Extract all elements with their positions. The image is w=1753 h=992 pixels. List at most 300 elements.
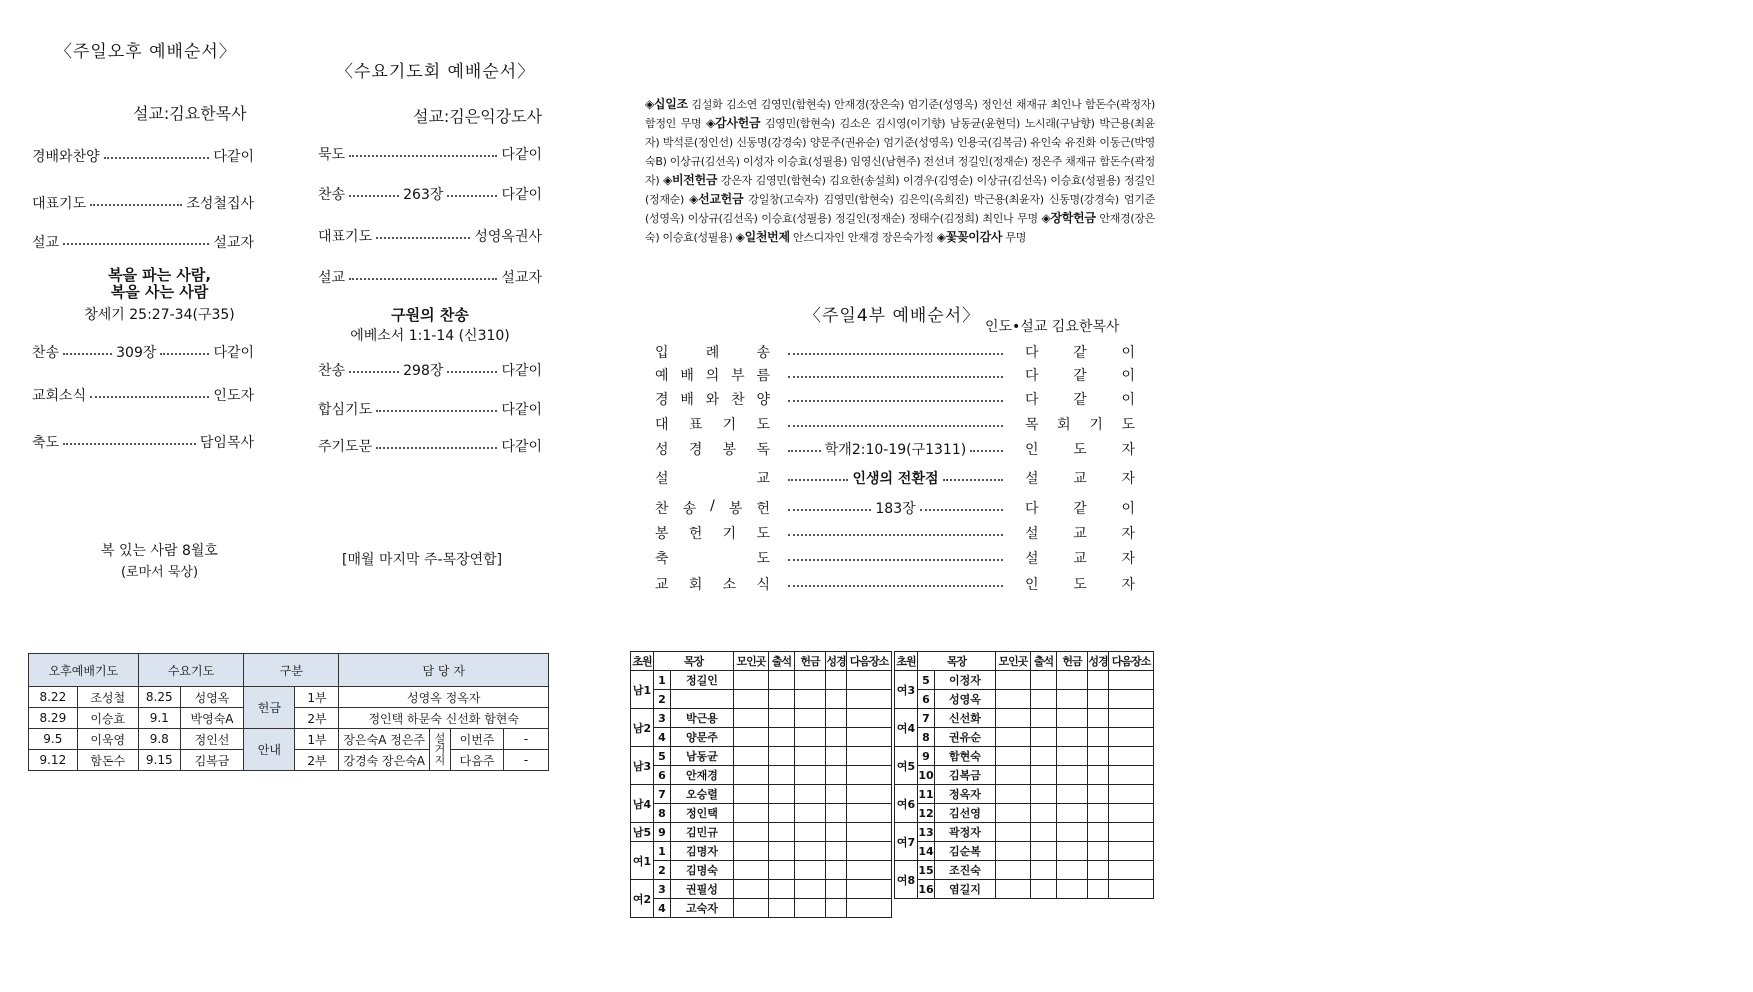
header-cell: 구분 [244, 654, 339, 687]
order-value: 담임목사 [199, 435, 254, 451]
entry-cell [1057, 766, 1088, 785]
table-header-row [895, 652, 1154, 671]
table-row [895, 842, 1154, 861]
table-row [631, 671, 892, 690]
entry-cell [1109, 842, 1154, 861]
order-item [318, 436, 542, 456]
order-label: 축도 [32, 435, 60, 451]
order-label: 찬송 [318, 187, 346, 203]
entry-cell [996, 823, 1031, 842]
leader-name-cell: 정옥자 [935, 785, 996, 804]
category-cell: 헌금 [244, 687, 295, 729]
order-value-char: 도 [1121, 417, 1135, 433]
table-row [895, 728, 1154, 747]
offering-names: 안재경(장은숙) 이승효(성필용) [645, 212, 1155, 244]
order-value-char: 자 [1121, 551, 1135, 567]
entry-cell [1109, 747, 1154, 766]
entry-cell [734, 728, 769, 747]
entry-cell [847, 823, 892, 842]
entry-cell [1031, 709, 1057, 728]
number-cell: 8 [918, 728, 935, 747]
leader-name-cell: 신선화 [935, 709, 996, 728]
offering-category: ◈선교헌금 [689, 192, 744, 206]
entry-cell [826, 728, 847, 747]
order-value-char: 목 [1025, 417, 1039, 433]
order-value-char: 자 [1121, 577, 1135, 593]
order-label [655, 342, 770, 362]
offering-names: 김설화 김소연 김영민(함현숙) 안재경(장은숙) 엄기준(성영옥) 정인선 채재규 최인나 함돈수(곽정자) 함정인 무명 [645, 98, 1155, 130]
order-value-char: 다 [1025, 501, 1039, 517]
order-label: 찬송 [32, 345, 60, 361]
entry-cell [1088, 880, 1109, 899]
entry-cell [847, 709, 892, 728]
entry-cell [1057, 823, 1088, 842]
order-label-char: 기 [722, 417, 737, 433]
entry-cell [826, 785, 847, 804]
group-cell: 남4 [631, 785, 654, 823]
order-label [655, 548, 770, 568]
order-value-char: 이 [1121, 501, 1135, 517]
order-item [655, 389, 1135, 409]
sunday-4th-title: 〈주일4부 예배순서〉 [804, 306, 981, 326]
entry-cell [996, 880, 1031, 899]
order-label-char: 경 [688, 442, 703, 458]
leader-name-cell: 이정자 [935, 671, 996, 690]
leader-name-cell: 김명자 [671, 842, 734, 861]
entry-cell [769, 709, 795, 728]
date-cell: 9.8 [138, 729, 180, 750]
order-item [318, 267, 542, 287]
order-label: 대표기도 [32, 196, 87, 212]
entry-cell [1057, 728, 1088, 747]
table-row [631, 880, 892, 899]
table-row [631, 709, 892, 728]
leader-dots [376, 237, 470, 239]
order-label-char: 와 [705, 392, 720, 408]
order-label [655, 523, 770, 543]
leader-dots [788, 532, 1003, 534]
entry-cell [826, 671, 847, 690]
leader-dots [90, 204, 182, 206]
group-cell: 여3 [895, 671, 918, 709]
order-item [32, 232, 254, 252]
number-cell: 11 [918, 785, 935, 804]
order-label [655, 498, 770, 518]
header-cell: 목장 [918, 652, 996, 671]
table-row [631, 804, 892, 823]
order-label-char: 회 [688, 577, 703, 593]
offering-category: ◈십일조 [645, 97, 688, 111]
order-label-char: / [710, 498, 715, 514]
order-label-char: 식 [756, 577, 770, 593]
offering-names: 강은자 김영민(함현숙) 김요한(송설희) 이경우(김영순) 이상규(김선옥) 이승효(성필용) 정길인(정재순) [645, 174, 1155, 206]
table-row [631, 842, 892, 861]
offering-category: ◈꽃꽂이감사 [936, 230, 1003, 244]
hymn-number: 309장 [116, 345, 157, 361]
order-item [655, 439, 1135, 459]
table-row [29, 687, 549, 708]
entry-cell [734, 804, 769, 823]
entry-cell [734, 766, 769, 785]
number-cell: 1 [654, 842, 671, 861]
entry-cell [847, 671, 892, 690]
sermon-title: 구원의 찬송 [391, 306, 469, 324]
leader-name-cell: 고숙자 [671, 899, 734, 918]
order-label-char: 헌 [756, 501, 770, 517]
order-value-char: 회 [1057, 417, 1071, 433]
entry-cell [847, 804, 892, 823]
order-item [655, 468, 1135, 488]
leader-dots [349, 155, 497, 157]
order-value [1025, 523, 1135, 543]
entry-cell [734, 861, 769, 880]
order-label-char: 례 [705, 345, 720, 361]
order-label-char: 찬 [655, 501, 669, 517]
order-detail: 183장 [875, 501, 916, 517]
sermon-title [32, 267, 287, 301]
entry-cell [769, 728, 795, 747]
date-cell: 9.12 [29, 750, 78, 771]
entry-cell [1088, 747, 1109, 766]
number-cell: 4 [654, 728, 671, 747]
entry-cell [826, 690, 847, 709]
order-label: 설교 [32, 235, 60, 251]
name-cell: 박영숙A [180, 708, 244, 729]
entry-cell [1057, 747, 1088, 766]
table-row [631, 785, 892, 804]
leader-name-cell: 조진숙 [935, 861, 996, 880]
number-cell: 2 [654, 861, 671, 880]
entry-cell [826, 766, 847, 785]
entry-cell [795, 899, 826, 918]
order-value-char: 자 [1121, 442, 1135, 458]
entry-cell [795, 880, 826, 899]
order-label-char: 도 [756, 551, 770, 567]
order-label-char: 송 [756, 345, 770, 361]
entry-cell [1031, 728, 1057, 747]
header-cell: 초원 [895, 652, 918, 671]
entry-cell [734, 690, 769, 709]
header-cell: 오후예배기도 [29, 654, 139, 687]
order-label-char: 입 [655, 345, 669, 361]
table-row [895, 785, 1154, 804]
order-value: 다같이 [501, 147, 542, 163]
wednesday-preacher: 설교:김은익강도사 [413, 107, 543, 126]
category-cell: 안내 [244, 729, 295, 771]
order-label-char: 헌 [688, 526, 703, 542]
leader-name-cell: 권필성 [671, 880, 734, 899]
entry-cell [847, 728, 892, 747]
table-row [631, 861, 892, 880]
number-cell: 4 [654, 899, 671, 918]
order-label-char: 봉 [728, 501, 743, 517]
table-row [895, 709, 1154, 728]
entry-cell [769, 804, 795, 823]
hymn-number: 298장 [403, 363, 444, 379]
order-value-char: 인 [1025, 577, 1039, 593]
leader-name-cell: 권유순 [935, 728, 996, 747]
order-value [1025, 414, 1135, 434]
date-cell: 9.15 [138, 750, 180, 771]
order-value-char: 같 [1073, 501, 1087, 517]
number-cell: 1 [654, 671, 671, 690]
entry-cell [847, 861, 892, 880]
leader-dots [160, 353, 209, 355]
order-label-char: 독 [756, 442, 770, 458]
entry-cell [996, 861, 1031, 880]
number-cell: 12 [918, 804, 935, 823]
leader-dots [104, 157, 210, 159]
header-cell: 출석 [1031, 652, 1057, 671]
order-label-char: 소 [722, 577, 737, 593]
sunday-4th-leader: 인도•설교 김요한목사 [985, 319, 1120, 335]
number-cell: 3 [654, 880, 671, 899]
leader-name-cell: 함현숙 [935, 747, 996, 766]
entry-cell [795, 766, 826, 785]
order-value-char: 이 [1121, 368, 1135, 384]
table-row [631, 899, 892, 918]
entry-cell [1109, 861, 1154, 880]
order-value: 다같이 [501, 187, 543, 203]
leader-name-cell: 곽정자 [935, 823, 996, 842]
dish-duty-cell: - [504, 750, 549, 771]
order-label [655, 389, 770, 409]
offering-names: 강일창(고숙자) 김영민(함현숙) 김은익(옥희진) 박근용(최윤자) 신동명(강경숙) 엄기준(성영옥) 이상규(김선옥) 이승효(성필용) 정길인(정재순) 정태수(김정희) 최인나 무명 [645, 193, 1155, 225]
entry-cell [1088, 823, 1109, 842]
number-cell: 7 [918, 709, 935, 728]
order-label: 합심기도 [318, 402, 373, 418]
entry-cell [1109, 671, 1154, 690]
header-cell: 초원 [631, 652, 654, 671]
entry-cell [1109, 785, 1154, 804]
leader-dots [788, 498, 1003, 518]
leader-dots [447, 371, 497, 373]
entry-cell [769, 880, 795, 899]
entry-cell [1031, 861, 1057, 880]
dishwashing-label: 설거지 [430, 729, 451, 771]
attendance-table-women [894, 651, 1154, 899]
order-label-char: 설 [655, 471, 669, 487]
number-cell: 16 [918, 880, 935, 899]
entry-cell [847, 690, 892, 709]
order-detail: 학개2:10-19(구1311) [824, 442, 967, 458]
duty-cell: 정인택 하문숙 신선화 함현숙 [339, 708, 549, 729]
order-label-char: 도 [756, 526, 770, 542]
entry-cell [826, 823, 847, 842]
leader-name-cell [671, 690, 734, 709]
order-value: 다같이 [213, 149, 254, 165]
leader-dots [63, 443, 196, 445]
group-cell: 여4 [895, 709, 918, 747]
order-label-char: 성 [655, 442, 669, 458]
order-item [32, 193, 254, 213]
entry-cell [1057, 690, 1088, 709]
entry-cell [734, 709, 769, 728]
order-value: 설교자 [213, 235, 254, 251]
group-cell: 여6 [895, 785, 918, 823]
leader-name-cell: 김복금 [935, 766, 996, 785]
leader-dots [788, 583, 1003, 585]
leader-dots [447, 195, 497, 197]
order-value-char: 이 [1121, 345, 1135, 361]
entry-cell [795, 709, 826, 728]
entry-cell [1088, 728, 1109, 747]
duty-cell: 장은숙A 정은주 [339, 729, 430, 750]
devotional-title: 복 있는 사람 8월호 [101, 543, 218, 559]
group-cell: 남2 [631, 709, 654, 747]
entry-cell [1109, 823, 1154, 842]
order-value: 다같이 [213, 345, 255, 361]
attendance-table-men [630, 651, 892, 918]
order-item [655, 498, 1135, 518]
sermon-title: 인생의 전환점 [852, 471, 939, 487]
entry-cell [769, 823, 795, 842]
number-cell: 2 [654, 690, 671, 709]
entry-cell [795, 823, 826, 842]
sermon-title-line: 복을 사는 사람 [110, 283, 209, 301]
order-value-char: 다 [1025, 345, 1039, 361]
order-value-char: 같 [1073, 368, 1087, 384]
entry-cell [1088, 671, 1109, 690]
offerings-list [645, 95, 1155, 247]
table-row [895, 823, 1154, 842]
entry-cell [1031, 671, 1057, 690]
header-cell: 헌금 [1057, 652, 1088, 671]
order-value [1025, 365, 1135, 385]
order-value [1025, 574, 1135, 594]
header-cell: 모인곳 [734, 652, 769, 671]
sermon-scripture: 창세기 25:27-34(구35) [84, 307, 235, 323]
group-cell: 여7 [895, 823, 918, 861]
order-label-char: 배 [680, 368, 694, 384]
leader-name-cell: 정인택 [671, 804, 734, 823]
entry-cell [1088, 804, 1109, 823]
table-row [29, 729, 549, 750]
leader-dots [63, 353, 112, 355]
entry-cell [1057, 842, 1088, 861]
group-cell: 여5 [895, 747, 918, 785]
entry-cell [1031, 880, 1057, 899]
order-value [1025, 439, 1135, 459]
order-item [318, 184, 542, 204]
entry-cell [826, 804, 847, 823]
entry-cell [769, 899, 795, 918]
entry-cell [826, 709, 847, 728]
sunday-afternoon-preacher: 설교:김요한목사 [133, 104, 247, 123]
order-label: 찬송 [318, 363, 346, 379]
order-label-char: 봉 [722, 442, 737, 458]
order-value-char: 도 [1073, 442, 1087, 458]
entry-cell [826, 861, 847, 880]
entry-cell [1088, 709, 1109, 728]
table-row [895, 766, 1154, 785]
number-cell: 3 [654, 709, 671, 728]
number-cell: 5 [654, 747, 671, 766]
entry-cell [826, 747, 847, 766]
duty-cell: 강경숙 장은숙A [339, 750, 430, 771]
leader-dots [788, 398, 1003, 400]
order-label [655, 468, 770, 488]
entry-cell [769, 747, 795, 766]
order-value: 성영옥권사 [474, 229, 542, 245]
leader-name-cell: 김선영 [935, 804, 996, 823]
entry-cell [847, 766, 892, 785]
order-label: 대표기도 [318, 229, 373, 245]
order-item [32, 146, 254, 166]
table-row [895, 880, 1154, 899]
table-row [895, 690, 1154, 709]
entry-cell [734, 880, 769, 899]
entry-cell [1057, 671, 1088, 690]
entry-cell [1109, 880, 1154, 899]
offering-names: 무명 [1002, 231, 1027, 244]
leader-dots [788, 468, 1003, 488]
name-cell: 이욱영 [77, 729, 138, 750]
entry-cell [996, 709, 1031, 728]
entry-cell [826, 899, 847, 918]
order-value-char: 설 [1025, 551, 1039, 567]
entry-cell [996, 804, 1031, 823]
header-cell: 성경 [1088, 652, 1109, 671]
entry-cell [769, 766, 795, 785]
header-cell: 성경 [826, 652, 847, 671]
order-value-char: 인 [1025, 442, 1039, 458]
leader-name-cell: 오승렬 [671, 785, 734, 804]
entry-cell [847, 842, 892, 861]
order-item [655, 414, 1135, 434]
order-item [32, 342, 254, 362]
entry-cell [795, 785, 826, 804]
order-label: 묵도 [318, 147, 346, 163]
table-row [895, 861, 1154, 880]
order-label: 교회소식 [32, 388, 87, 404]
leader-name-cell: 염길지 [935, 880, 996, 899]
leader-dots [349, 195, 399, 197]
hymn-number: 263장 [403, 187, 444, 203]
entry-cell [1088, 842, 1109, 861]
name-cell: 이승효 [77, 708, 138, 729]
header-cell: 담 당 자 [339, 654, 549, 687]
order-value: 다같이 [501, 439, 542, 455]
leader-dots [63, 243, 209, 245]
entry-cell [734, 823, 769, 842]
order-value [1025, 468, 1135, 488]
header-cell: 헌금 [795, 652, 826, 671]
order-label-char: 찬 [731, 392, 745, 408]
leader-dots [788, 423, 1003, 425]
leader-name-cell: 김순복 [935, 842, 996, 861]
offering-names: 김영민(함현숙) 김소은 김시영(이기향) 남동균(윤현덕) 노시래(구남향) 박근용(최윤자) 박석룬(정인선) 신동명(강경숙) 양문주(권유순) 엄기준(성영옥) 인용국(김복금) 유인숙 유진화 이동근(박영숙B) 이상규(김선옥) 이성자 이승효(성필용) 임영신(남현주) 전선녀 정길인(정재순) 정은주 채재규 함돈수(곽정자) [645, 117, 1155, 187]
offering-category: ◈비전헌금 [663, 173, 718, 187]
number-cell: 6 [918, 690, 935, 709]
entry-cell [847, 747, 892, 766]
entry-cell [1057, 804, 1088, 823]
group-cell: 여1 [631, 842, 654, 880]
header-cell: 다음장소 [1109, 652, 1154, 671]
order-value: 다같이 [501, 363, 543, 379]
date-cell: 8.25 [138, 687, 180, 708]
header-cell: 수요기도 [138, 654, 244, 687]
order-value-char: 교 [1073, 471, 1087, 487]
entry-cell [1057, 709, 1088, 728]
header-cell: 목장 [654, 652, 734, 671]
date-cell: 9.1 [138, 708, 180, 729]
table-row [631, 690, 892, 709]
order-value [1025, 389, 1135, 409]
order-label: 주기도문 [318, 439, 373, 455]
order-value-char: 자 [1121, 471, 1135, 487]
entry-cell [769, 861, 795, 880]
